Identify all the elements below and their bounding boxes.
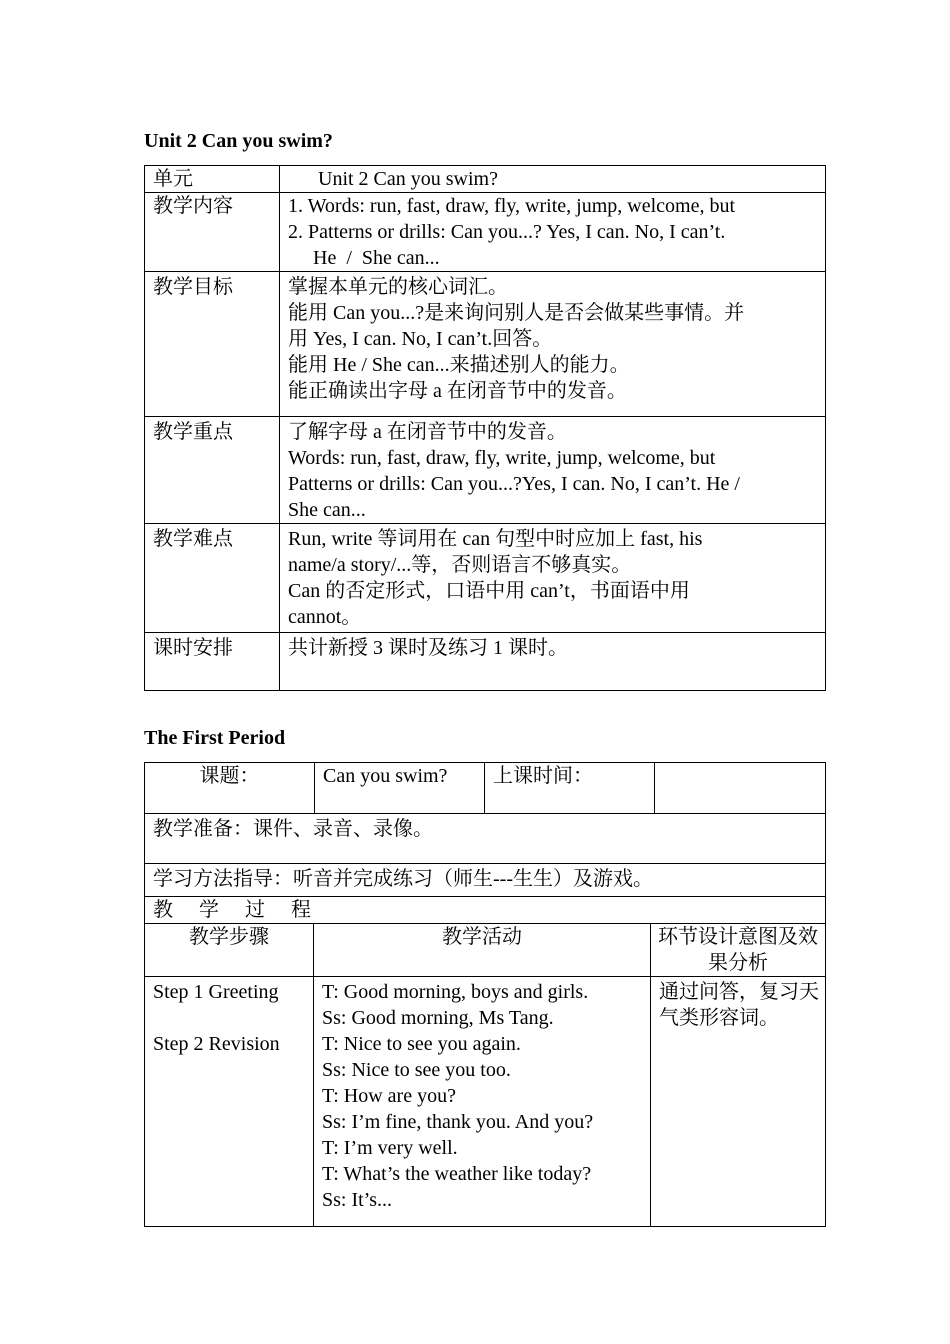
row-content (280, 166, 826, 193)
row-label: 教学内容 (145, 193, 280, 272)
activity-line: T: I’m very well. (322, 1137, 458, 1159)
content-line: 能用 He / She can...来描述别人的能力。 (288, 354, 630, 376)
activity-line: Ss: It’s... (322, 1189, 393, 1211)
content-line: 能用 Can you...?是来询问别人是否会做某些事情。并 (288, 302, 745, 324)
activity-line: Ss: Good morning, Ms Tang. (322, 1007, 554, 1029)
process-header: 教学过程 (145, 897, 826, 924)
method-guide: 学习方法指导：听音并完成练习（师生---生生）及游戏。 (145, 864, 826, 897)
content-line: 1. Words: run, fast, draw, fly, write, jump, welcome, but (288, 195, 736, 217)
content-line: name/a story/...等，否则语言不够真实。 (288, 554, 632, 576)
header-analysis: 环节设计意图及效果分析 (651, 924, 826, 977)
table-row (145, 633, 826, 691)
row-label: 教学目标 (145, 272, 280, 417)
content-line: He / She can... (288, 247, 440, 269)
activity-line: T: How are you? (322, 1085, 456, 1107)
row-content (280, 417, 826, 524)
section1-title: Unit 2 Can you swim? (144, 130, 333, 152)
row-label: 课时安排 (145, 633, 280, 691)
content-line: Run, write 等词用在 can 句型中时应加上 fast, his (288, 528, 703, 550)
activity-line: T: Good morning, boys and girls. (322, 981, 589, 1003)
table-row (145, 814, 826, 864)
header-activities: 教学活动 (314, 924, 651, 977)
content-line: 2. Patterns or drills: Can you...? Yes, I can. No, I can’t. (288, 221, 726, 243)
table-row (145, 193, 826, 272)
step-spacer (153, 1005, 305, 1031)
content-line: 掌握本单元的核心词汇。 (288, 276, 508, 298)
table-row (145, 977, 826, 1227)
topic-value: Can you swim? (315, 763, 485, 814)
activity-line: T: What’s the weather like today? (322, 1163, 592, 1185)
time-label: 上课时间： (485, 763, 655, 814)
content-line: Unit 2 Can you swim? (288, 168, 498, 190)
activities-cell (314, 977, 651, 1227)
step-item: Step 2 Revision (153, 1033, 280, 1055)
steps-cell (145, 977, 314, 1227)
table-row (145, 417, 826, 524)
header-steps: 教学步骤 (145, 924, 314, 977)
row-content (280, 633, 826, 691)
table-row (145, 763, 826, 814)
table-row (145, 924, 826, 977)
section2-title: The First Period (144, 727, 286, 749)
content-line: She can... (288, 499, 366, 521)
row-content (280, 272, 826, 417)
content-line: 共计新授 3 课时及练习 1 课时。 (288, 637, 568, 659)
table-row (145, 166, 826, 193)
content-line: Words: run, fast, draw, fly, write, jump, welcome, but (288, 447, 716, 469)
content-line: Patterns or drills: Can you...?Yes, I can. No, I can’t. He / (288, 473, 740, 495)
lesson-plan-table (144, 762, 826, 924)
step-item: Step 1 Greeting (153, 981, 279, 1003)
activity-line: Ss: Nice to see you too. (322, 1059, 511, 1081)
row-content (280, 193, 826, 272)
time-value (655, 763, 826, 814)
content-line: 用 Yes, I can. No, I can’t.回答。 (288, 328, 553, 350)
row-label: 单元 (145, 166, 280, 193)
row-label: 教学难点 (145, 524, 280, 633)
table-row (145, 897, 826, 924)
table-row (145, 272, 826, 417)
activity-line: Ss: I’m fine, thank you. And you? (322, 1111, 594, 1133)
process-table (144, 923, 826, 1227)
content-line: 了解字母 a 在闭音节中的发音。 (288, 421, 567, 443)
content-line: 能正确读出字母 a 在闭音节中的发音。 (288, 380, 627, 402)
table-row (145, 524, 826, 633)
row-content (280, 524, 826, 633)
content-line: cannot。 (288, 606, 362, 628)
activity-line: T: Nice to see you again. (322, 1033, 521, 1055)
unit-overview-table (144, 165, 826, 691)
table-row (145, 864, 826, 897)
analysis-cell: 通过问答，复习天气类形容词。 (651, 977, 826, 1227)
row-label: 教学重点 (145, 417, 280, 524)
topic-label: 课题： (145, 763, 315, 814)
content-line: Can 的否定形式，口语中用 can’t，书面语中用 (288, 580, 690, 602)
preparation: 教学准备：课件、录音、录像。 (145, 814, 826, 864)
